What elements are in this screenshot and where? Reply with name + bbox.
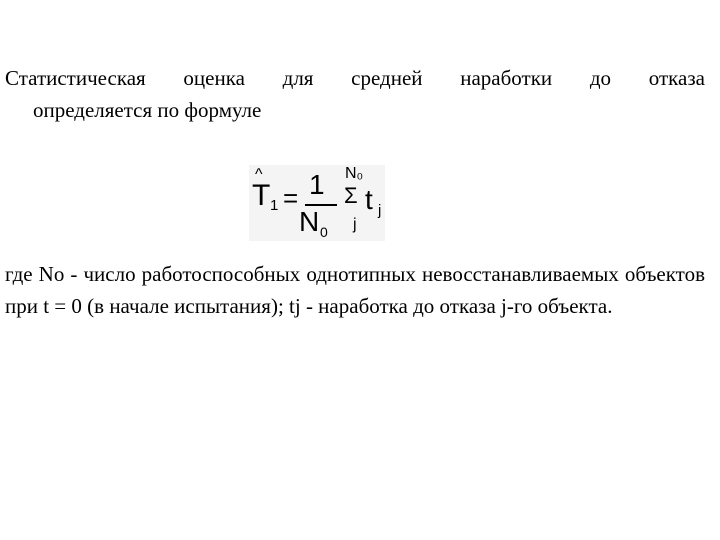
formula-term: t (365, 184, 373, 215)
formula-hat: ^ (255, 166, 263, 183)
formula-equals: = (283, 183, 299, 213)
formula-T: T (252, 179, 271, 212)
intro-paragraph (5, 62, 705, 126)
formula-term-subscript: j (378, 202, 382, 219)
formula-sigma-upper: N₀ (345, 165, 364, 182)
formula-sigma-lower: j (353, 216, 357, 233)
formula-T-subscript: 1 (270, 197, 279, 214)
formula-numerator: 1 (309, 169, 325, 200)
formula-denominator-subscript: 0 (320, 224, 328, 240)
intro-line-2: определяется по формуле (33, 98, 262, 122)
formula (249, 165, 385, 241)
formula-denominator: N (299, 206, 320, 237)
description-paragraph: где No - число работоспособных однотипных невосстанавливаемых объектов при t = 0 (в начале испытания); tj - наработка до отказа j-го объекта. (5, 262, 705, 318)
formula-sigma: Σ (344, 183, 358, 208)
intro-line-1: Статистическая оценка для средней наработки до отказа (5, 66, 705, 90)
